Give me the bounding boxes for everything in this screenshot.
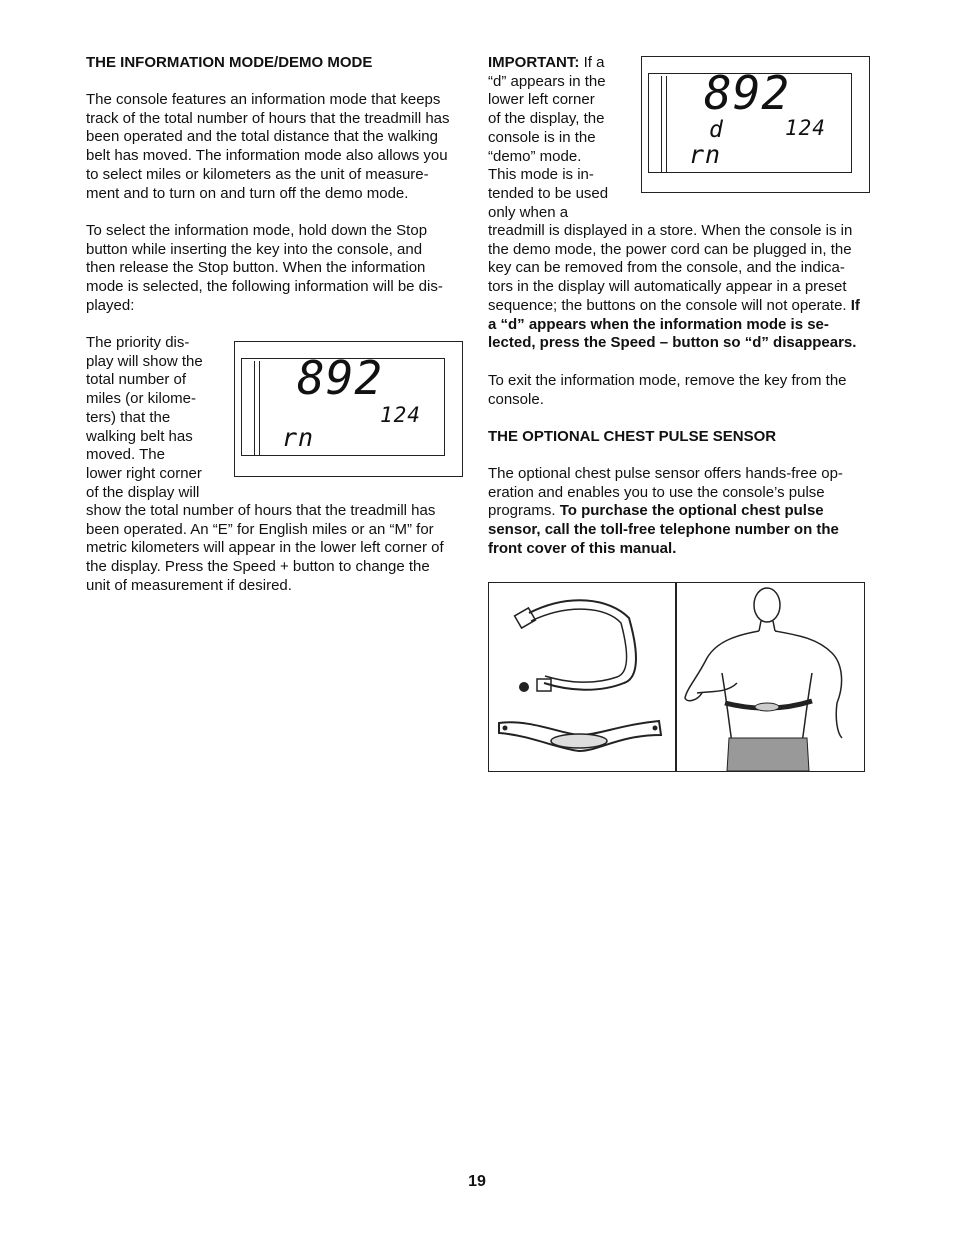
bold-span: To purchase the optional chest pulse	[559, 502, 824, 520]
text-line: been operated and the total distance that the walking	[86, 128, 438, 146]
text-line: lower right corner	[86, 464, 202, 482]
text-line: then release the Stop button. When the information	[86, 259, 426, 277]
lcd-unit-indicator: rn	[689, 140, 722, 169]
text-line: moved. The	[86, 446, 165, 464]
important-paragraph-narrow	[488, 54, 628, 222]
left-column	[86, 54, 466, 73]
chest-sensor-illustration	[488, 582, 865, 772]
section-heading-chest-sensor: THE OPTIONAL CHEST PULSE SENSOR	[488, 428, 777, 445]
lcd-divider	[666, 76, 667, 172]
text-line: ment and to turn on and turn off the demo mode.	[86, 184, 409, 202]
important-label: IMPORTANT:	[488, 54, 580, 71]
text-line: the display. Press the Speed + button to change the	[86, 558, 430, 576]
text-line: “demo” mode.	[488, 147, 582, 165]
text-line: metric kilometers will appear in the lower left corner of	[86, 539, 444, 557]
text-line: lower left corner	[488, 91, 595, 109]
lcd-screen	[648, 66, 852, 173]
text-line: track of the total number of hours that the treadmill has	[86, 109, 450, 127]
text-line	[488, 297, 878, 316]
section-heading-info-mode: THE INFORMATION MODE/DEMO MODE	[86, 54, 373, 71]
text-line: console.	[488, 390, 544, 408]
chest-sensor-heading-block	[488, 428, 878, 447]
text-line: been operated. An “E” for English miles or an “M” for	[86, 520, 434, 538]
exit-paragraph	[488, 372, 878, 409]
text-line: mode is selected, the following information will be dis-	[86, 278, 443, 296]
text-line: of the display will	[86, 483, 200, 501]
text-line: treadmill is displayed in a store. When the console is in	[488, 222, 853, 239]
lcd-divider	[661, 76, 662, 172]
text-line: “d” appears in the	[488, 72, 606, 90]
text-line: only when a	[488, 203, 569, 221]
text-line: console is in the	[488, 128, 596, 146]
bold-line: sensor, call the toll-free telephone number on the	[488, 521, 839, 539]
lcd-screen	[241, 351, 445, 456]
info-mode-paragraph	[86, 91, 466, 203]
text-line: The priority dis-	[86, 334, 190, 351]
console-demo-display-figure	[641, 56, 870, 193]
text-span: programs.	[488, 502, 556, 520]
text-line: show the total number of hours that the treadmill has	[86, 502, 436, 519]
text-line: This mode is in-	[488, 166, 594, 184]
text-line: the demo mode, the power cord can be plugged in, the	[488, 240, 852, 258]
text-span: sequence; the buttons on the console will not operate.	[488, 296, 847, 314]
text-line: eration and enables you to use the console’s pulse	[488, 483, 825, 501]
lcd-hours-value: 124	[380, 403, 421, 427]
text-line: played:	[86, 296, 135, 314]
text-line	[488, 54, 628, 73]
text-line: belt has moved. The information mode also allows you	[86, 147, 448, 165]
bold-line: lected, press the Speed – button so “d” disappears.	[488, 334, 857, 352]
text-line: total number of	[86, 371, 187, 389]
text-line: tors in the display will automatically appear in a preset	[488, 278, 847, 296]
text-line: play will show the	[86, 352, 203, 370]
important-paragraph-wide	[488, 222, 878, 353]
priority-display-paragraph-narrow	[86, 334, 226, 502]
text-line: of the display, the	[488, 110, 605, 128]
chest-sensor-paragraph	[488, 465, 878, 559]
lcd-distance-value: 892	[297, 351, 384, 405]
text-line: button while inserting the key into the console, and	[86, 240, 423, 258]
page-number: 19	[468, 1173, 486, 1190]
text-line: tended to be used	[488, 184, 609, 202]
text-line: walking belt has	[86, 427, 193, 445]
bold-span: If	[850, 296, 860, 314]
chest-strap-drawing	[489, 583, 675, 771]
text-line: unit of measurement if desired.	[86, 576, 292, 594]
priority-display-paragraph-wide	[86, 502, 466, 596]
lcd-demo-indicator: d	[709, 117, 724, 143]
text-line: To select the information mode, hold down the Stop	[86, 222, 428, 239]
select-mode-paragraph	[86, 222, 466, 316]
bold-line: a “d” appears when the information mode is se-	[488, 315, 829, 333]
text-line: The optional chest pulse sensor offers hands-free op-	[488, 465, 843, 482]
text-line: miles (or kilome-	[86, 390, 197, 408]
text-line: to select miles or kilometers as the unit of measure-	[86, 165, 429, 183]
lcd-distance-value: 892	[704, 66, 791, 120]
text-line: To exit the information mode, remove the key from the	[488, 372, 847, 389]
lcd-hours-value: 124	[785, 116, 826, 140]
text-line: ters) that the	[86, 408, 171, 426]
man-wearing-strap-drawing	[677, 583, 864, 771]
text-line: key can be removed from the console, and the indica-	[488, 259, 845, 277]
lcd-divider	[254, 361, 255, 455]
text-line: The console features an information mode that keeps	[86, 91, 441, 108]
text-line	[488, 502, 878, 521]
bold-line: front cover of this manual.	[488, 539, 677, 557]
console-display-figure	[234, 341, 463, 477]
text-span: If a	[583, 54, 605, 71]
lcd-divider	[259, 361, 260, 455]
lcd-unit-indicator: rn	[282, 423, 315, 452]
